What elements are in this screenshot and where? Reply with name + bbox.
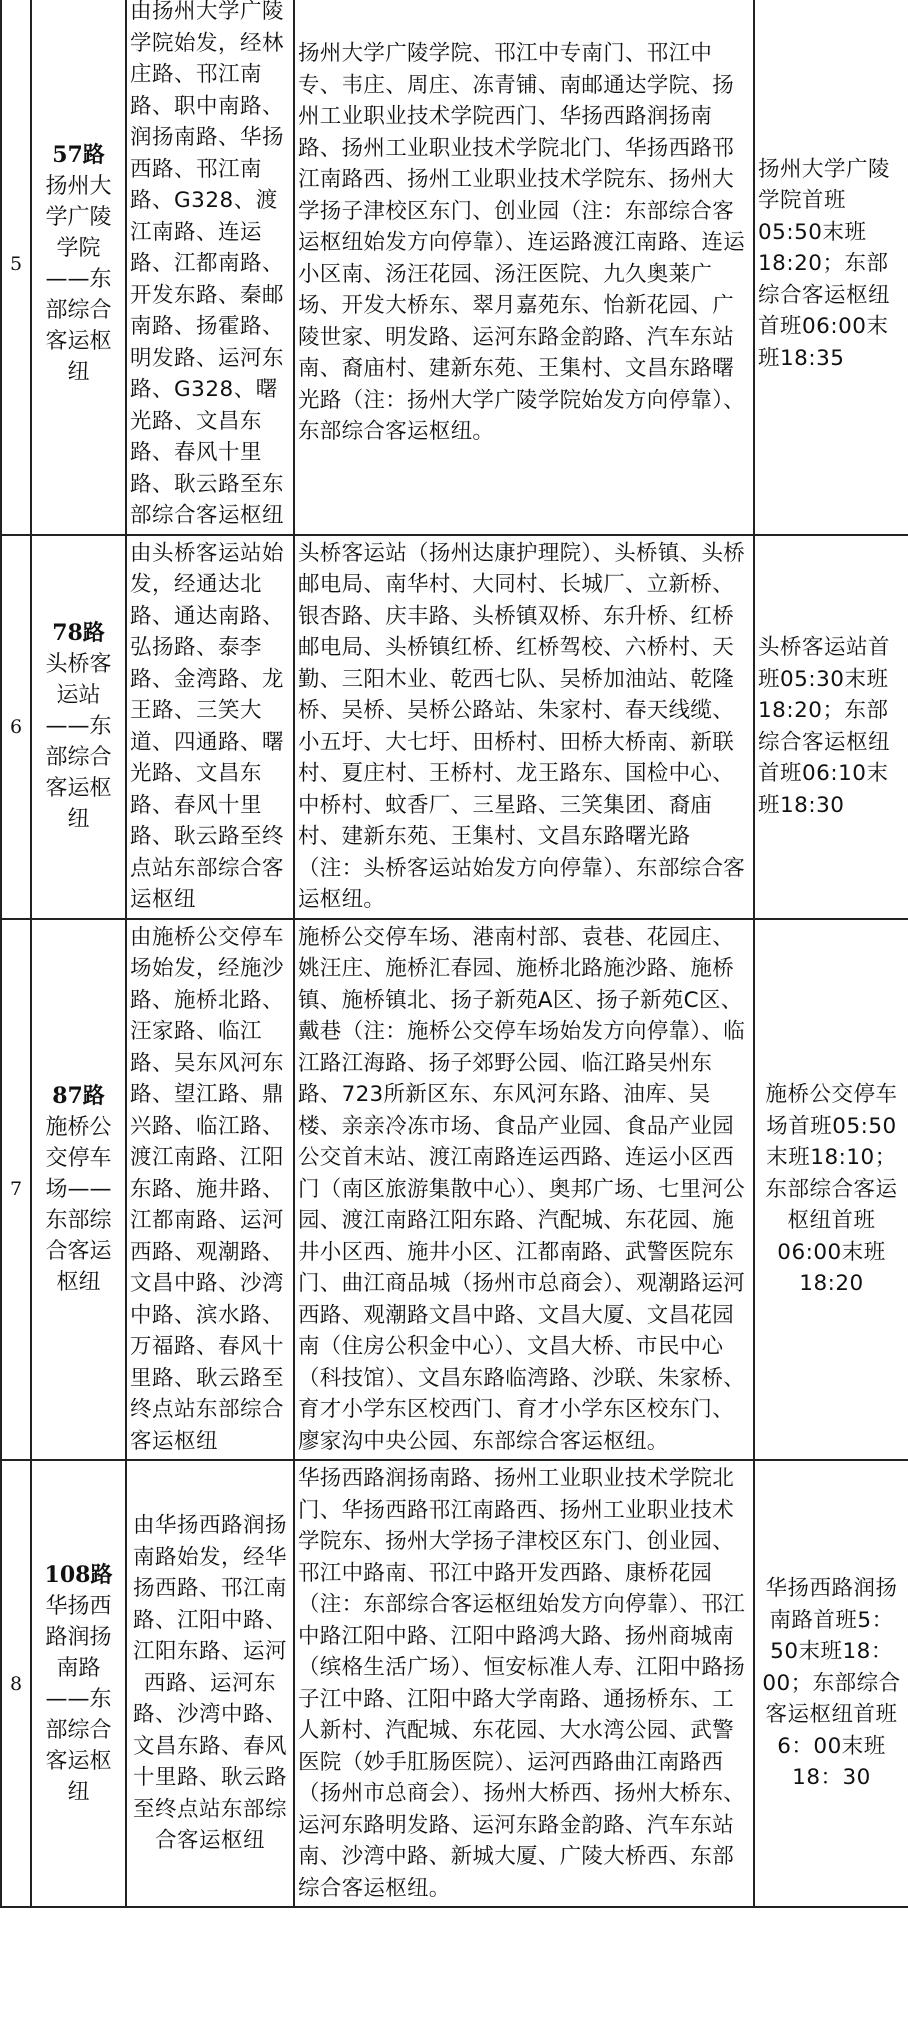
table-row — [1, 535, 908, 919]
route-description: 由华扬西路润扬南路始发，经华扬西路、邗江南路、江阳中路、江阳东路、运河西路、运河东路、沙湾中路、文昌东路、春风十里路、耿云路至终点站东部综合客运枢纽 — [126, 1460, 294, 1907]
route-number: 87路 — [52, 1082, 105, 1109]
route-number: 108路 — [44, 1561, 113, 1588]
route-name-cell — [31, 535, 126, 919]
route-description: 由头桥客运站始发，经通达北路、通达南路、弘扬路、泰李路、金湾路、龙王路、三笑大道、四通路、曙光路、文昌东路、春风十里路、耿云路至终点站东部综合客运枢纽 — [126, 535, 294, 919]
route-terminals: 施桥公交停车场——东部综合客运枢纽 — [45, 1114, 112, 1295]
row-number: 6 — [1, 535, 31, 919]
table-row — [1, 919, 908, 1461]
table-row — [1, 0, 908, 535]
route-number: 57路 — [52, 141, 105, 168]
row-number: 8 — [1, 1460, 31, 1907]
route-number: 78路 — [52, 620, 105, 646]
route-description: 由施桥公交停车场始发，经施沙路、施桥北路、汪家路、临江路、吴东风河东路、望江路、鼎兴路、临江路、渡江南路、江阳东路、施井路、江都南路、运河西路、观潮路、文昌中路、沙湾中路、滨水路、万福路、春风十里路、耿云路至终点站东部综合客运枢纽 — [126, 919, 294, 1461]
service-times: 施桥公交停车场首班05:50末班18:10；东部综合客运枢纽首班06:00末班18:20 — [754, 919, 908, 1461]
route-stops: 头桥客运站（扬州达康护理院）、头桥镇、头桥邮电局、南华村、大同村、长城厂、立新桥、银杏路、庆丰路、头桥镇双桥、东升桥、红桥邮电局、头桥镇红桥、红桥驾校、六桥村、天勤、三阳木业、乾西七队、吴桥加油站、乾隆桥、吴桥、吴桥公路站、朱家村、春天线缆、小五圩、大七圩、田桥村、田桥大桥南、新联村、夏庄村、王桥村、龙王路东、国检中心、中桥村、蚊香厂、三星路、三笑集团、裔庙村、建新东苑、王集村、文昌东路曙光路（注：头桥客运站始发方向停靠）、东部综合客运枢纽。 — [294, 535, 754, 919]
row-number: 7 — [1, 919, 31, 1461]
table-row — [1, 1460, 908, 1907]
route-name-cell — [31, 1460, 126, 1907]
service-times: 扬州大学广陵学院首班05:50末班18:20；东部综合客运枢纽首班06:00末班18:35 — [754, 0, 908, 535]
route-stops: 华扬西路润扬南路、扬州工业职业技术学院北门、华扬西路邗江南路西、扬州工业职业技术学院东、扬州大学扬子津校区东门、创业园、邗江中路南、邗江中路开发西路、康桥花园（注：东部综合客运枢纽始发方向停靠）、邗江中路江阳中路、江阳中路鸿大路、扬州商城南（缤格生活广场）、恒安标准人寿、江阳中路扬子江中路、江阳中路大学南路、通扬桥东、工人新村、汽配城、东花园、大水湾公园、武警医院（妙手肛肠医院）、运河西路曲江南路西（扬州市总商会）、扬州大桥西、扬州大桥东、运河东路明发路、运河东路金韵路、汽车东站南、沙湾中路、新城大厦、广陵大桥西、东部综合客运枢纽。 — [294, 1460, 754, 1907]
route-terminals: 华扬西路润扬南路——东部综合客运枢纽 — [45, 1593, 112, 1805]
row-number: 5 — [1, 0, 31, 535]
route-name-cell — [31, 919, 126, 1461]
route-stops: 施桥公交停车场、港南村部、袁巷、花园庄、姚汪庄、施桥汇春园、施桥北路施沙路、施桥镇、施桥镇北、扬子新苑A区、扬子新苑C区、戴巷（注：施桥公交停车场始发方向停靠）、临江路江海路、扬子郊野公园、临江路吴州东路、723所新区东、东风河东路、油库、吴楼、亲亲冷冻市场、食品产业园、食品产业园公交首末站、渡江南路连运西路、连运小区西门（南区旅游集散中心）、奥邦广场、七里河公园、渡江南路江阳东路、汽配城、东花园、施井小区西、施井小区、江都南路、武警医院东门、曲江商品城（扬州市总商会）、观潮路运河西路、观潮路文昌中路、文昌大厦、文昌花园南（住房公积金中心）、文昌大桥、市民中心（科技馆）、文昌东路临湾路、沙联、朱家桥、育才小学东区校西门、育才小学东区校东门、廖家沟中央公园、东部综合客运枢纽。 — [294, 919, 754, 1461]
route-name-cell — [31, 0, 126, 535]
service-times: 华扬西路润扬南路首班5：50末班18：00；东部综合客运枢纽首班6：00末班18：30 — [754, 1460, 908, 1907]
route-description: 由扬州大学广陵学院始发，经林庄路、邗江南路、职中南路、润扬南路、华扬西路、邗江南路、G328、渡江南路、连运路、江都南路、开发东路、秦邮南路、扬霍路、明发路、运河东路、G328、曙光路、文昌东路、春风十里路、耿云路至东部综合客运枢纽 — [126, 0, 294, 535]
route-terminals: 扬州大学广陵学院——东部综合客运枢纽 — [45, 173, 112, 385]
route-stops: 扬州大学广陵学院、邗江中专南门、邗江中专、韦庄、周庄、冻青铺、南邮通达学院、扬州工业职业技术学院西门、华扬西路润扬南路、扬州工业职业技术学院北门、华扬西路邗江南路西、扬州工业职业技术学院东、扬州大学扬子津校区东门、创业园（注：东部综合客运枢纽始发方向停靠）、连运路渡江南路、连运小区南、汤汪花园、汤汪医院、九久奥莱广场、开发大桥东、翠月嘉苑东、怡新花园、广陵世家、明发路、运河东路金韵路、汽车东站南、裔庙村、建新东苑、王集村、文昌东路曙光路（注：扬州大学广陵学院始发方向停靠）、东部综合客运枢纽。 — [294, 0, 754, 535]
route-terminals: 头桥客运站——东部综合客运枢纽 — [45, 652, 112, 832]
service-times: 头桥客运站首班05:30末班18:20；东部综合客运枢纽首班06:10末班18:30 — [754, 535, 908, 919]
